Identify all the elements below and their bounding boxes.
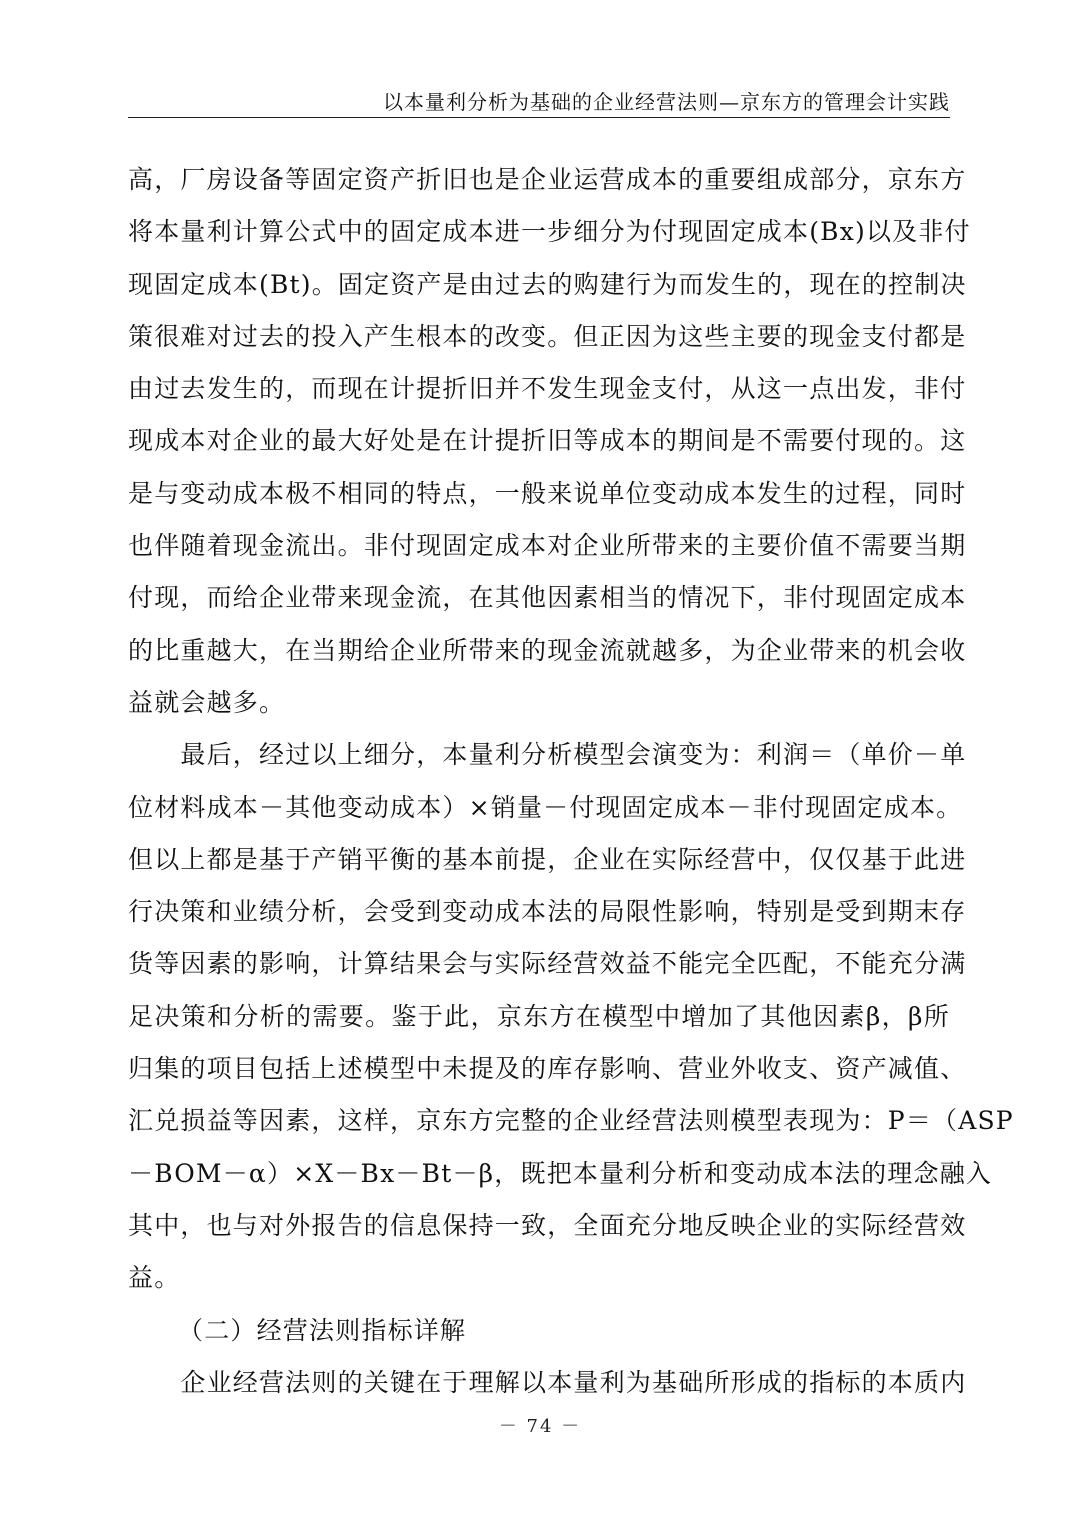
text-line: 策很难对过去的投入产生根本的改变。但正因为这些主要的现金支付都是 xyxy=(128,321,967,351)
text-line: 现固定成本(Bt)。固定资产是由过去的购建行为而发生的，现在的控制决 xyxy=(128,269,967,299)
text-line: 足决策和分析的需要。鉴于此，京东方在模型中增加了其他因素β，β所 xyxy=(128,1001,950,1031)
text-line: 是与变动成本极不相同的特点，一般来说单位变动成本发生的过程，同时 xyxy=(128,478,967,508)
text-line: 益。 xyxy=(128,1263,181,1293)
text-line-final: 企业经营法则的关键在于理解以本量利为基础所形成的指标的本质内 xyxy=(128,1367,967,1397)
text-line: 由过去发生的，而现在计提折旧并不发生现金支付，从这一点出发，非付 xyxy=(128,374,967,404)
text-line: 将本量利计算公式中的固定成本进一步细分为付现固定成本(Bx)以及非付 xyxy=(128,217,971,247)
text-line: 最后，经过以上细分，本量利分析模型会演变为：利润＝（单价－单 xyxy=(128,740,967,770)
body-text xyxy=(128,154,1014,1409)
text-line: 现成本对企业的最大好处是在计提折旧等成本的期间是不需要付现的。这 xyxy=(128,426,967,456)
paragraph-depreciation xyxy=(128,154,971,729)
text-line: 位材料成本－其他变动成本）×销量－付现固定成本－非付现固定成本。 xyxy=(128,792,963,822)
text-line: 行决策和业绩分析，会受到变动成本法的局限性影响，特别是受到期末存 xyxy=(128,897,967,927)
running-header-title: 以本量利分析为基础的企业经营法则—京东方的管理会计实践 xyxy=(383,90,950,114)
paragraph-model-formula xyxy=(128,729,1014,1304)
text-line: 高，厂房设备等固定资产折旧也是企业运营成本的重要组成部分，京东方 xyxy=(128,165,967,194)
text-line: 付现，而给企业带来现金流，在其他因素相当的情况下，非付现固定成本 xyxy=(128,583,967,613)
text-line: 的比重越大，在当期给企业所带来的现金流就越多，为企业带来的机会收 xyxy=(128,635,967,665)
text-line: －BOM－α）×X－Bx－Bt－β，既把本量利分析和变动成本法的理念融入 xyxy=(128,1158,993,1188)
text-line: 归集的项目包括上述模型中未提及的库存影响、营业外收支、资产减值、 xyxy=(128,1054,967,1084)
text-line: 但以上都是基于产销平衡的基本前提，企业在实际经营中，仅仅基于此进 xyxy=(128,844,967,874)
text-line: 货等因素的影响，计算结果会与实际经营效益不能完全匹配，不能充分满 xyxy=(128,949,967,979)
header-rule xyxy=(128,117,950,118)
text-line: 其中，也与对外报告的信息保持一致，全面充分地反映企业的实际经营效 xyxy=(128,1210,967,1240)
text-line: 汇兑损益等因素，这样，京东方完整的企业经营法则模型表现为：P＝（ASP xyxy=(128,1106,1014,1136)
page-number: － 74 － xyxy=(498,1416,582,1437)
section-heading: （二）经营法则指标详解 xyxy=(178,1315,467,1345)
text-line: 益就会越多。 xyxy=(128,687,286,717)
text-line: 也伴随着现金流出。非付现固定成本对企业所带来的主要价值不需要当期 xyxy=(128,531,967,561)
